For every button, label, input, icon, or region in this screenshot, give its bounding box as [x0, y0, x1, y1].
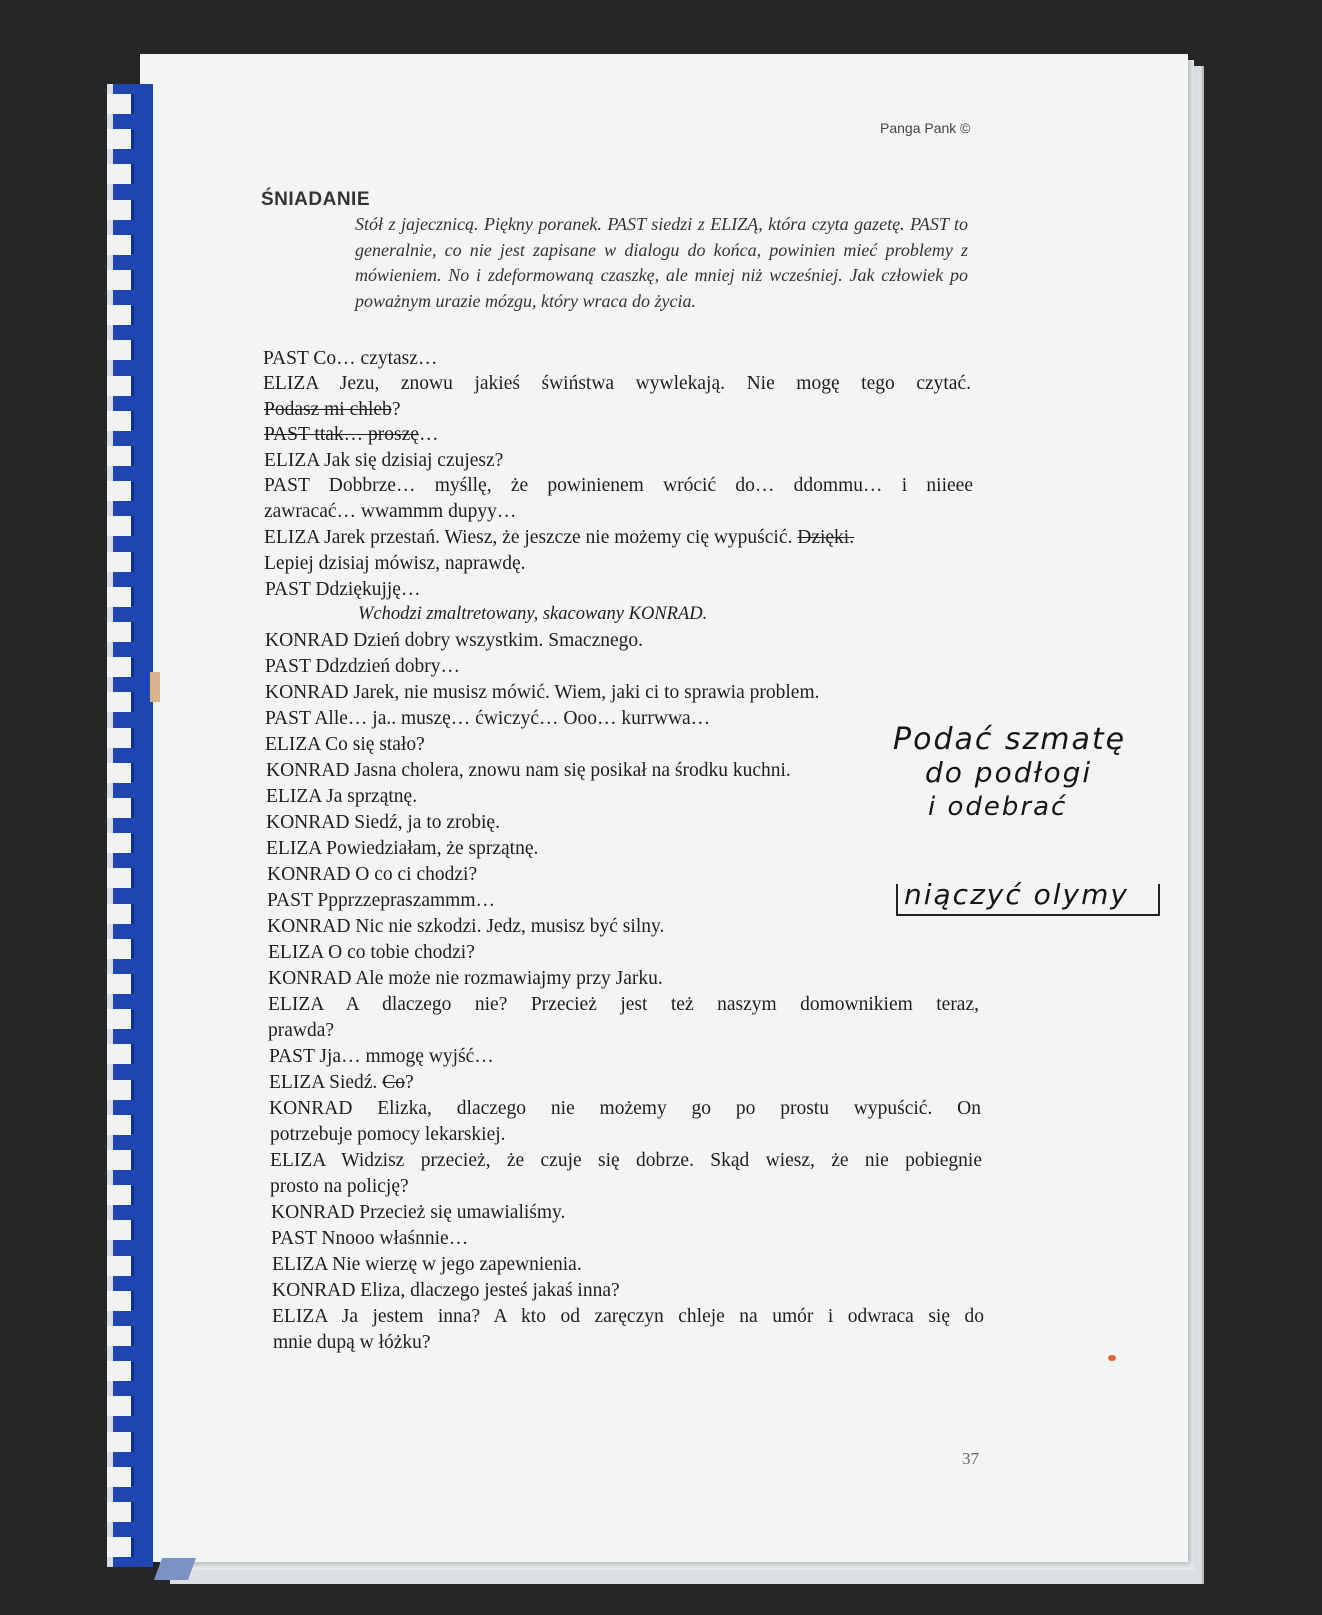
spiral-coil [107, 577, 155, 617]
dialogue-line: PAST Jja… mmogę wyjść… [269, 1046, 494, 1067]
struck-text: Podasz mi chleb [264, 399, 392, 420]
dialogue-line: ELIZA Widzisz przecież, że czuje się dobrze. Skąd wiesz, że nie pobiegnie [270, 1150, 982, 1171]
spiral-coil [107, 788, 155, 828]
dialogue-line: mnie dupą w łóżku? [273, 1332, 431, 1353]
dialogue-line: ELIZA Ja jestem inna? A kto od zaręczyn chleje na umór i odwraca się do [272, 1306, 984, 1327]
spiral-coil [107, 999, 155, 1039]
handwritten-note: niączyć olymy [904, 878, 1129, 911]
spiral-coil [107, 1386, 155, 1426]
spiral-coil [107, 1175, 155, 1215]
stage-direction: Stół z jajecznicą. Piękny poranek. PAST siedzi z ELIZĄ, która czyta gazetę. PAST to generalnie, co nie jest zapisane w dialogu do końca, powinien mieć problemy z mówieniem. No i zdeformowaną czaszkę, ale mniej niż wcześniej. Jak człowiek po poważnym urazie mózgu, który wraca do życia. [355, 214, 968, 311]
spiral-coil [107, 471, 155, 511]
spiral-coil [107, 929, 155, 969]
spiral-coil [107, 1034, 155, 1074]
handwritten-note-line: i odebrać [928, 792, 1068, 822]
spiral-binding [107, 66, 157, 1586]
dialogue-line: KONRAD Ale może nie rozmawiajmy przy Jarku. [268, 968, 663, 989]
spiral-coil [107, 190, 155, 230]
dialogue-line: potrzebuje pomocy lekarskiej. [270, 1124, 506, 1145]
spiral-coil [107, 612, 155, 652]
page-tab-marker [150, 672, 160, 702]
spiral-coil [107, 1281, 155, 1321]
spiral-coil [107, 436, 155, 476]
dialogue-line: ELIZA A dlaczego nie? Przecież jest też naszym domownikiem teraz, [268, 994, 979, 1015]
dialogue-line [264, 424, 438, 446]
dialogue-text: ? [404, 1072, 414, 1093]
dialogue-line: ELIZA Ja sprzątnę. [266, 786, 418, 807]
spiral-coil [107, 295, 155, 335]
spiral-coil [107, 1210, 155, 1250]
spiral-coil [107, 1527, 155, 1567]
dialogue-line: PAST Dobbrze… myśllę, że powinienem wrócić do… ddommu… i niieee [264, 475, 973, 496]
dialogue-line: KONRAD Eliza, dlaczego jesteś jakaś inna? [272, 1280, 620, 1301]
stage-direction-inline: Wchodzi zmaltretowany, skacowany KONRAD. [358, 604, 708, 624]
dialogue-line: prawda? [268, 1020, 335, 1041]
ink-spot [1108, 1355, 1116, 1361]
handwritten-note-line: do podłogi [925, 756, 1093, 789]
dialogue-line: ELIZA Jak się dzisiaj czujesz? [264, 450, 504, 471]
dialogue-line: KONRAD Jasna cholera, znowu nam się posikał na środku kuchni. [266, 760, 791, 781]
dialogue-line [269, 1072, 414, 1094]
spiral-coil [107, 1492, 155, 1532]
spiral-coil [107, 858, 155, 898]
handwritten-note-line: Podać szmatę [893, 722, 1127, 757]
section-title: ŚNIADANIE [261, 189, 371, 210]
dialogue-line: PAST Nnooo właśnnie… [271, 1228, 469, 1249]
spiral-coil [107, 119, 155, 159]
dialogue-line: PAST Alle… ja.. muszę… ćwiczyć… Ooo… kurrwwa… [265, 708, 711, 729]
dialogue-line [264, 527, 854, 549]
spiral-coil [107, 1422, 155, 1462]
struck-text: PAST ttak… proszę [264, 424, 419, 445]
spiral-coil [107, 894, 155, 934]
spiral-coil [107, 1246, 155, 1286]
spiral-coil [107, 330, 155, 370]
dialogue-line: Lepiej dzisiaj mówisz, naprawdę. [264, 553, 526, 574]
dialogue-line: zawracać… wwammm dupyy… [264, 501, 517, 522]
dialogue-line: KONRAD Dzień dobry wszystkim. Smacznego. [265, 630, 644, 651]
spiral-coil [107, 753, 155, 793]
spiral-coil [107, 1105, 155, 1145]
dialogue-line [264, 399, 400, 421]
dialogue-line: PAST Co… czytasz… [263, 348, 438, 369]
dialogue-line: KONRAD Siedź, ja to zrobię. [266, 812, 500, 833]
spiral-coil [107, 1351, 155, 1391]
dialogue-line: PAST Ddziękujję… [265, 579, 421, 600]
struck-text: Dzięki. [797, 527, 855, 548]
spiral-coil [107, 542, 155, 582]
dialogue-line: KONRAD O co ci chodzi? [267, 864, 478, 885]
spiral-coil [107, 84, 155, 124]
dialogue-line: ELIZA Co się stało? [265, 734, 425, 755]
spiral-coil [107, 401, 155, 441]
dialogue-line: PAST Ddzdzień dobry… [265, 656, 460, 677]
spiral-coil [107, 1316, 155, 1356]
dialogue-text: ELIZA Siedź. [269, 1072, 378, 1093]
dialogue-line: PAST Ppprzzepraszammm… [267, 890, 496, 911]
spiral-coil [107, 506, 155, 546]
spiral-coil [107, 718, 155, 758]
spiral-coil [107, 366, 155, 406]
dialogue-text: ELIZA Jarek przestań. Wiesz, że jeszcze nie możemy cię wypuścić. [264, 527, 793, 548]
spiral-coil [107, 154, 155, 194]
spiral-coil [107, 1140, 155, 1180]
page-number: 37 [962, 1449, 979, 1468]
dialogue-line: ELIZA Jezu, znowu jakieś świństwa wywlekają. Nie mogę tego czytać. [263, 373, 971, 394]
dialogue-line: KONRAD Nic nie szkodzi. Jedz, musisz być silny. [267, 916, 665, 937]
spiral-coil [107, 964, 155, 1004]
spiral-coil [107, 1457, 155, 1497]
dialogue-line: KONRAD Jarek, nie musisz mówić. Wiem, jaki ci to sprawia problem. [265, 682, 820, 703]
dialogue-line: KONRAD Przecież się umawialiśmy. [271, 1202, 566, 1223]
spiral-coil [107, 682, 155, 722]
spiral-coil [107, 260, 155, 300]
dialogue-line: ELIZA Powiedziałam, że sprzątnę. [266, 838, 539, 859]
dialogue-line: prosto na policję? [270, 1176, 409, 1197]
dialogue-line: ELIZA O co tobie chodzi? [268, 942, 475, 963]
dialogue-text: ? [391, 399, 401, 420]
dialogue-line: KONRAD Elizka, dlaczego nie możemy go po prostu wypuścić. On [269, 1098, 981, 1119]
spiral-coil [107, 823, 155, 863]
page-header-publisher: Panga Pank © [880, 120, 971, 136]
spiral-coil [107, 1070, 155, 1110]
dialogue-line: ELIZA Nie wierzę w jego zapewnienia. [272, 1254, 582, 1275]
struck-text: Co [382, 1072, 405, 1093]
dialogue-text: … [418, 424, 439, 445]
spiral-coil [107, 225, 155, 265]
spiral-coil [107, 647, 155, 687]
